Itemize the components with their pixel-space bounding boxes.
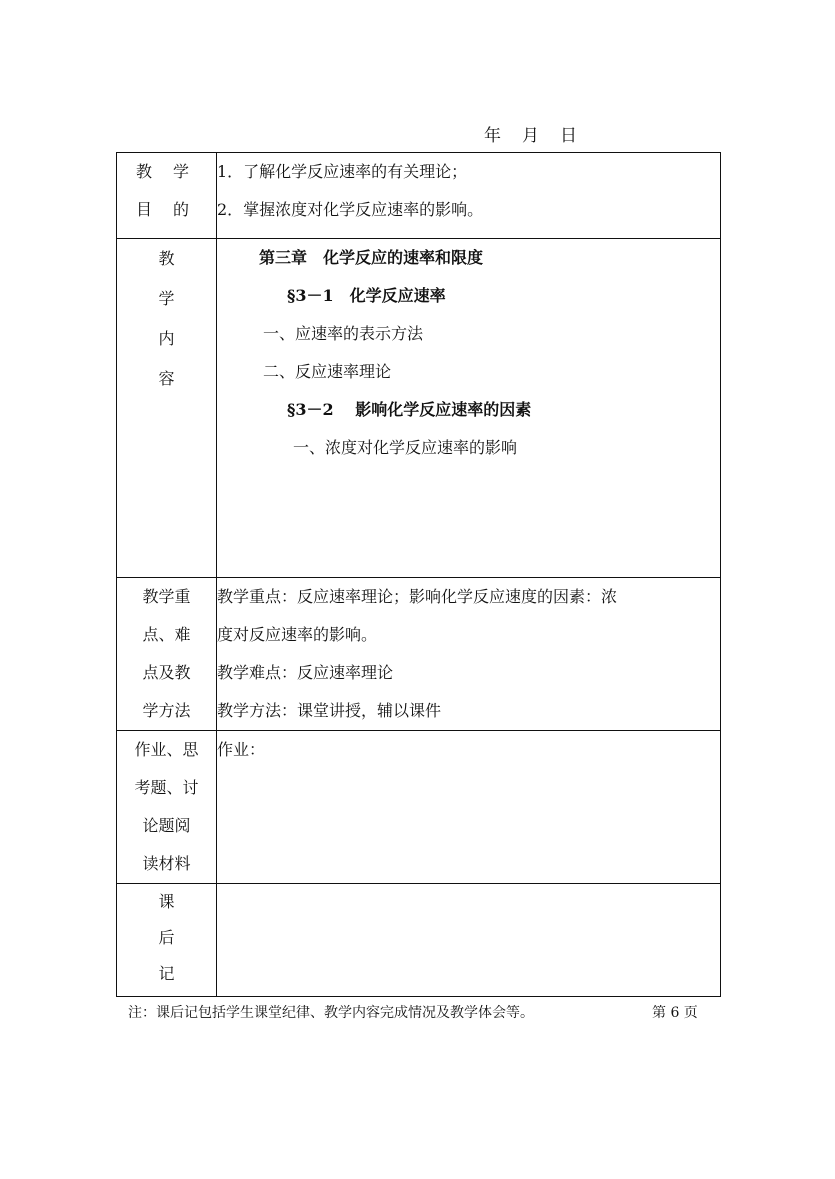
key-point-line: 教学难点：反应速率理论 <box>217 663 394 682</box>
footer-note-text: 注：课后记包括学生课堂纪律、教学内容完成情况及教学体会等。 <box>128 1005 534 1021</box>
homework-cell <box>217 731 721 884</box>
content-cell <box>217 239 721 578</box>
key-point-line: 教学重点：反应速率理论；影响化学反应速度的因素：浓 <box>217 587 618 606</box>
key-points-label: 教学重 点、难 点及教 学方法 <box>117 578 217 731</box>
content-item: 二、反应速率理论 <box>263 362 392 381</box>
page-number: 第 6 页 <box>652 1005 698 1021</box>
afterword-label: 课 后 记 <box>117 884 217 997</box>
key-points-row <box>117 578 721 731</box>
date-month: 月 <box>522 126 540 146</box>
content-item: 一、应速率的表示方法 <box>263 324 424 343</box>
objectives-row <box>117 153 721 239</box>
chapter-title: 第三章 化学反应的速率和限度 <box>259 248 484 267</box>
content-label: 教 学 内 容 <box>117 239 217 578</box>
objectives-cell <box>217 153 721 239</box>
date-line <box>484 121 578 146</box>
homework-text: 作业： <box>217 740 266 759</box>
objectives-label: 教 学 目 的 <box>117 153 217 239</box>
key-point-line: 度对反应速率的影响。 <box>217 625 378 644</box>
objective-item: 1．了解化学反应速率的有关理论； <box>217 162 468 181</box>
afterword-cell <box>217 884 721 997</box>
content-item: 一、浓度对化学反应速率的影响 <box>293 438 518 457</box>
key-points-cell <box>217 578 721 731</box>
section-title: §3－2 影响化学反应速率的因素 <box>287 400 532 419</box>
objective-item: 2．掌握浓度对化学反应速率的影响。 <box>217 200 484 219</box>
section-title: §3－1 化学反应速率 <box>287 286 446 305</box>
date-day: 日 <box>560 126 578 146</box>
key-point-line: 教学方法：课堂讲授，辅以课件 <box>217 701 442 720</box>
lesson-plan-table <box>116 152 721 997</box>
homework-label: 作业、思 考题、讨 论题阅 读材料 <box>117 731 217 884</box>
afterword-row <box>117 884 721 997</box>
footer-note <box>128 1002 708 1022</box>
homework-row <box>117 731 721 884</box>
date-year: 年 <box>484 126 502 146</box>
content-row <box>117 239 721 578</box>
